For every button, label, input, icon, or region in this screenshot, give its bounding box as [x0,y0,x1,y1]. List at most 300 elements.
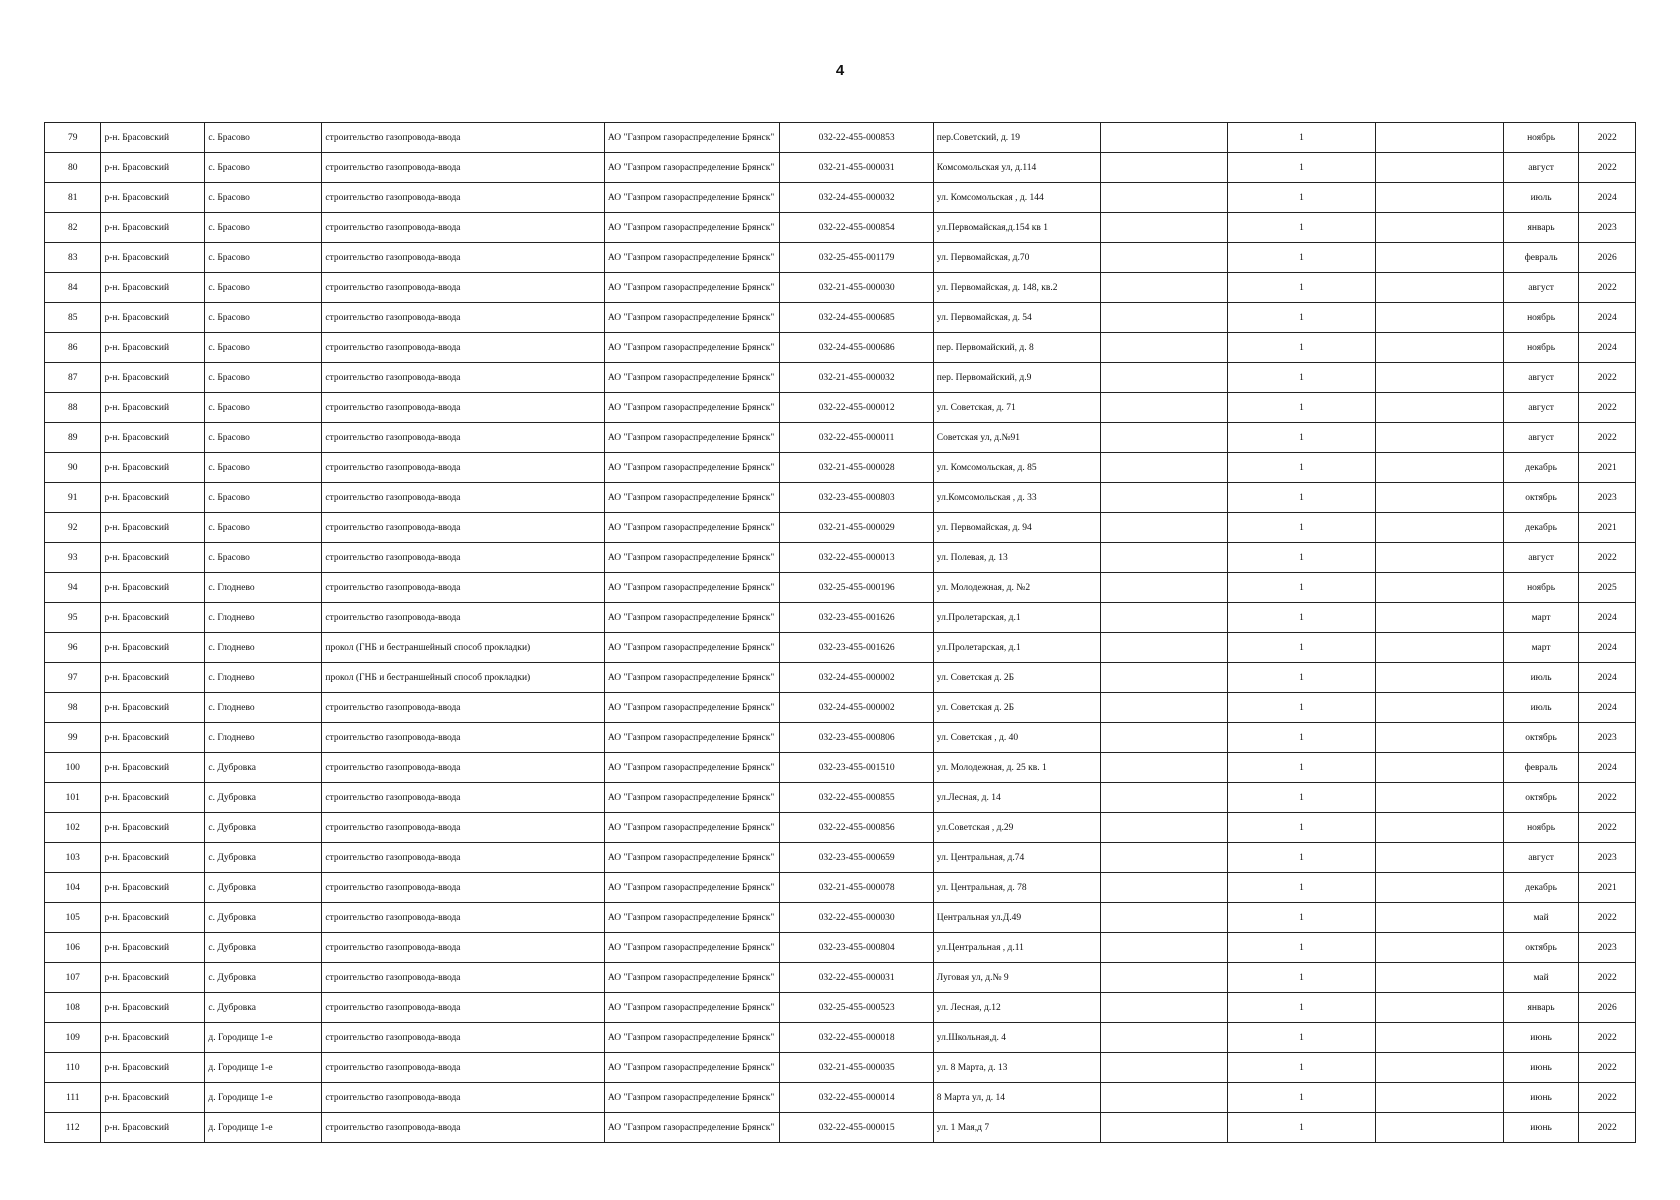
blank-cell [1375,933,1503,963]
quantity-cell: 1 [1228,483,1375,513]
quantity-cell: 1 [1228,693,1375,723]
object-code-cell: 032-22-455-000854 [780,213,933,243]
row-number-cell: 109 [45,1023,101,1053]
quantity-cell: 1 [1228,333,1375,363]
address-cell: ул. Советская, д. 71 [933,393,1100,423]
blank-cell [1375,1023,1503,1053]
table-row [45,243,1636,273]
organization-cell: АО "Газпром газораспределение Брянск" [604,183,780,213]
object-code-cell: 032-21-455-000035 [780,1053,933,1083]
organization-cell: АО "Газпром газораспределение Брянск" [604,1113,780,1143]
year-cell: 2022 [1579,1113,1636,1143]
year-cell: 2024 [1579,753,1636,783]
quantity-cell: 1 [1228,813,1375,843]
work-type-cell: строительство газопровода-ввода [322,1053,604,1083]
year-cell: 2022 [1579,813,1636,843]
quantity-cell: 1 [1228,843,1375,873]
settlement-cell: с. Брасово [205,303,322,333]
work-type-cell: строительство газопровода-ввода [322,783,604,813]
district-cell: р-н. Брасовский [101,723,205,753]
work-type-cell: строительство газопровода-ввода [322,993,604,1023]
table-row [45,1053,1636,1083]
blank-cell [1101,123,1228,153]
object-code-cell: 032-24-455-000032 [780,183,933,213]
work-type-cell: строительство газопровода-ввода [322,1083,604,1113]
district-cell: р-н. Брасовский [101,993,205,1023]
table-row [45,1083,1636,1113]
address-cell: ул.Центральная , д.11 [933,933,1100,963]
row-number-cell: 82 [45,213,101,243]
organization-cell: АО "Газпром газораспределение Брянск" [604,903,780,933]
address-cell: ул.Первомайская,д.154 кв 1 [933,213,1100,243]
settlement-cell: д. Городище 1-е [205,1113,322,1143]
settlement-cell: с. Дубровка [205,993,322,1023]
row-number-cell: 83 [45,243,101,273]
district-cell: р-н. Брасовский [101,543,205,573]
row-number-cell: 108 [45,993,101,1023]
quantity-cell: 1 [1228,573,1375,603]
blank-cell [1101,513,1228,543]
month-cell: август [1503,393,1579,423]
organization-cell: АО "Газпром газораспределение Брянск" [604,423,780,453]
blank-cell [1375,363,1503,393]
object-code-cell: 032-23-455-000803 [780,483,933,513]
work-type-cell: строительство газопровода-ввода [322,363,604,393]
row-number-cell: 96 [45,633,101,663]
district-cell: р-н. Брасовский [101,333,205,363]
object-code-cell: 032-22-455-000856 [780,813,933,843]
work-type-cell: строительство газопровода-ввода [322,693,604,723]
table-row [45,513,1636,543]
month-cell: январь [1503,213,1579,243]
month-cell: март [1503,633,1579,663]
quantity-cell: 1 [1228,543,1375,573]
year-cell: 2022 [1579,543,1636,573]
quantity-cell: 1 [1228,363,1375,393]
year-cell: 2021 [1579,873,1636,903]
blank-cell [1375,543,1503,573]
work-type-cell: строительство газопровода-ввода [322,963,604,993]
table-row [45,933,1636,963]
table-row [45,873,1636,903]
address-cell: ул. Комсомольская, д. 85 [933,453,1100,483]
district-cell: р-н. Брасовский [101,453,205,483]
page-number: 4 [835,62,845,79]
organization-cell: АО "Газпром газораспределение Брянск" [604,303,780,333]
settlement-cell: с. Дубровка [205,753,322,783]
organization-cell: АО "Газпром газораспределение Брянск" [604,1023,780,1053]
blank-cell [1101,363,1228,393]
address-cell: ул. Первомайская, д. 148, кв.2 [933,273,1100,303]
month-cell: август [1503,543,1579,573]
month-cell: ноябрь [1503,813,1579,843]
quantity-cell: 1 [1228,273,1375,303]
work-type-cell: прокол (ГНБ и бестраншейный способ прокладки) [322,633,604,663]
object-code-cell: 032-21-455-000028 [780,453,933,483]
settlement-cell: с. Брасово [205,513,322,543]
address-cell: ул. 1 Мая,д 7 [933,1113,1100,1143]
address-cell: ул. Молодежная, д. №2 [933,573,1100,603]
row-number-cell: 85 [45,303,101,333]
work-type-cell: строительство газопровода-ввода [322,123,604,153]
table-row [45,753,1636,783]
blank-cell [1101,483,1228,513]
address-cell: ул.Пролетарская, д.1 [933,603,1100,633]
object-code-cell: 032-22-455-000855 [780,783,933,813]
organization-cell: АО "Газпром газораспределение Брянск" [604,543,780,573]
table-row [45,843,1636,873]
quantity-cell: 1 [1228,753,1375,783]
settlement-cell: с. Брасово [205,453,322,483]
quantity-cell: 1 [1228,1053,1375,1083]
object-code-cell: 032-22-455-000018 [780,1023,933,1053]
quantity-cell: 1 [1228,1083,1375,1113]
month-cell: август [1503,363,1579,393]
address-cell: ул. Центральная, д. 78 [933,873,1100,903]
settlement-cell: с. Брасово [205,183,322,213]
district-cell: р-н. Брасовский [101,483,205,513]
year-cell: 2022 [1579,1053,1636,1083]
row-number-cell: 99 [45,723,101,753]
month-cell: август [1503,273,1579,303]
district-cell: р-н. Брасовский [101,663,205,693]
row-number-cell: 93 [45,543,101,573]
month-cell: октябрь [1503,483,1579,513]
blank-cell [1101,423,1228,453]
organization-cell: АО "Газпром газораспределение Брянск" [604,1053,780,1083]
address-cell: Советская ул, д.№91 [933,423,1100,453]
organization-cell: АО "Газпром газораспределение Брянск" [604,573,780,603]
district-cell: р-н. Брасовский [101,183,205,213]
month-cell: июль [1503,183,1579,213]
blank-cell [1375,153,1503,183]
address-cell: ул. 8 Марта, д. 13 [933,1053,1100,1083]
blank-cell [1375,963,1503,993]
work-type-cell: строительство газопровода-ввода [322,573,604,603]
work-type-cell: строительство газопровода-ввода [322,153,604,183]
quantity-cell: 1 [1228,213,1375,243]
organization-cell: АО "Газпром газораспределение Брянск" [604,243,780,273]
settlement-cell: с. Дубровка [205,843,322,873]
month-cell: июль [1503,663,1579,693]
blank-cell [1101,153,1228,183]
quantity-cell: 1 [1228,183,1375,213]
organization-cell: АО "Газпром газораспределение Брянск" [604,213,780,243]
blank-cell [1375,393,1503,423]
settlement-cell: с. Брасово [205,393,322,423]
address-cell: Комсомольская ул, д.114 [933,153,1100,183]
blank-cell [1101,993,1228,1023]
row-number-cell: 100 [45,753,101,783]
object-code-cell: 032-21-455-000029 [780,513,933,543]
organization-cell: АО "Газпром газораспределение Брянск" [604,813,780,843]
organization-cell: АО "Газпром газораспределение Брянск" [604,843,780,873]
address-cell: ул. Первомайская, д. 54 [933,303,1100,333]
year-cell: 2022 [1579,423,1636,453]
district-cell: р-н. Брасовский [101,753,205,783]
work-type-cell: строительство газопровода-ввода [322,813,604,843]
work-type-cell: строительство газопровода-ввода [322,393,604,423]
organization-cell: АО "Газпром газораспределение Брянск" [604,633,780,663]
blank-cell [1375,663,1503,693]
blank-cell [1375,783,1503,813]
row-number-cell: 87 [45,363,101,393]
object-code-cell: 032-21-455-000031 [780,153,933,183]
object-code-cell: 032-22-455-000013 [780,543,933,573]
settlement-cell: д. Городище 1-е [205,1053,322,1083]
object-code-cell: 032-22-455-000030 [780,903,933,933]
blank-cell [1101,1053,1228,1083]
table-row [45,213,1636,243]
object-code-cell: 032-22-455-000011 [780,423,933,453]
address-cell: ул. Советская д. 2Б [933,663,1100,693]
year-cell: 2026 [1579,243,1636,273]
table-row [45,363,1636,393]
settlement-cell: с. Глоднево [205,723,322,753]
table-row [45,483,1636,513]
organization-cell: АО "Газпром газораспределение Брянск" [604,603,780,633]
settlement-cell: с. Глоднево [205,573,322,603]
row-number-cell: 112 [45,1113,101,1143]
year-cell: 2024 [1579,633,1636,663]
blank-cell [1101,933,1228,963]
address-cell: 8 Марта ул, д. 14 [933,1083,1100,1113]
month-cell: октябрь [1503,933,1579,963]
row-number-cell: 81 [45,183,101,213]
table-row [45,423,1636,453]
month-cell: август [1503,153,1579,183]
blank-cell [1101,1023,1228,1053]
row-number-cell: 104 [45,873,101,903]
work-type-cell: строительство газопровода-ввода [322,423,604,453]
object-code-cell: 032-22-455-000031 [780,963,933,993]
organization-cell: АО "Газпром газораспределение Брянск" [604,513,780,543]
settlement-cell: с. Брасово [205,123,322,153]
table-row [45,783,1636,813]
object-code-cell: 032-25-455-001179 [780,243,933,273]
month-cell: ноябрь [1503,123,1579,153]
blank-cell [1375,273,1503,303]
blank-cell [1101,333,1228,363]
work-type-cell: строительство газопровода-ввода [322,243,604,273]
blank-cell [1101,963,1228,993]
organization-cell: АО "Газпром газораспределение Брянск" [604,873,780,903]
blank-cell [1375,603,1503,633]
blank-cell [1101,1083,1228,1113]
district-cell: р-н. Брасовский [101,153,205,183]
blank-cell [1101,303,1228,333]
address-cell: Центральная ул.Д.49 [933,903,1100,933]
address-cell: ул. Советская , д. 40 [933,723,1100,753]
district-cell: р-н. Брасовский [101,1083,205,1113]
settlement-cell: с. Брасово [205,543,322,573]
address-cell: пер. Первомайский, д.9 [933,363,1100,393]
blank-cell [1375,453,1503,483]
row-number-cell: 98 [45,693,101,723]
blank-cell [1375,903,1503,933]
object-code-cell: 032-22-455-000012 [780,393,933,423]
month-cell: ноябрь [1503,333,1579,363]
blank-cell [1375,303,1503,333]
year-cell: 2022 [1579,123,1636,153]
table-row [45,723,1636,753]
address-cell: ул.Школьная,д. 4 [933,1023,1100,1053]
settlement-cell: с. Брасово [205,213,322,243]
organization-cell: АО "Газпром газораспределение Брянск" [604,1083,780,1113]
address-cell: ул.Комсомольская , д. 33 [933,483,1100,513]
blank-cell [1101,243,1228,273]
year-cell: 2022 [1579,903,1636,933]
table-row [45,543,1636,573]
district-cell: р-н. Брасовский [101,963,205,993]
row-number-cell: 101 [45,783,101,813]
month-cell: октябрь [1503,783,1579,813]
blank-cell [1375,423,1503,453]
settlement-cell: д. Городище 1-е [205,1023,322,1053]
row-number-cell: 80 [45,153,101,183]
work-type-cell: строительство газопровода-ввода [322,513,604,543]
district-cell: р-н. Брасовский [101,213,205,243]
address-cell: Луговая ул, д.№ 9 [933,963,1100,993]
table-row [45,303,1636,333]
year-cell: 2024 [1579,303,1636,333]
object-code-cell: 032-21-455-000078 [780,873,933,903]
work-type-cell: строительство газопровода-ввода [322,183,604,213]
table-row [45,333,1636,363]
year-cell: 2022 [1579,783,1636,813]
blank-cell [1375,843,1503,873]
month-cell: май [1503,903,1579,933]
address-cell: пер.Советский, д. 19 [933,123,1100,153]
object-code-cell: 032-24-455-000002 [780,693,933,723]
table-row [45,813,1636,843]
quantity-cell: 1 [1228,663,1375,693]
address-cell: ул. Комсомольская , д. 144 [933,183,1100,213]
table-row [45,273,1636,303]
work-type-cell: строительство газопровода-ввода [322,603,604,633]
year-cell: 2024 [1579,693,1636,723]
settlement-cell: с. Брасово [205,273,322,303]
table-row [45,603,1636,633]
object-code-cell: 032-23-455-001626 [780,633,933,663]
blank-cell [1101,213,1228,243]
object-code-cell: 032-23-455-000804 [780,933,933,963]
quantity-cell: 1 [1228,153,1375,183]
settlement-cell: д. Городище 1-е [205,1083,322,1113]
table-row [45,633,1636,663]
blank-cell [1101,273,1228,303]
year-cell: 2024 [1579,183,1636,213]
blank-cell [1375,873,1503,903]
blank-cell [1101,843,1228,873]
month-cell: декабрь [1503,513,1579,543]
object-code-cell: 032-22-455-000014 [780,1083,933,1113]
blank-cell [1101,783,1228,813]
blank-cell [1375,813,1503,843]
blank-cell [1101,723,1228,753]
blank-cell [1375,573,1503,603]
blank-cell [1101,663,1228,693]
table-row [45,663,1636,693]
work-type-cell: прокол (ГНБ и бестраншейный способ прокладки) [322,663,604,693]
district-cell: р-н. Брасовский [101,243,205,273]
organization-cell: АО "Газпром газораспределение Брянск" [604,153,780,183]
year-cell: 2022 [1579,1023,1636,1053]
year-cell: 2022 [1579,1083,1636,1113]
district-cell: р-н. Брасовский [101,783,205,813]
object-code-cell: 032-21-455-000032 [780,363,933,393]
row-number-cell: 92 [45,513,101,543]
quantity-cell: 1 [1228,453,1375,483]
row-number-cell: 84 [45,273,101,303]
month-cell: август [1503,423,1579,453]
year-cell: 2023 [1579,933,1636,963]
table-row [45,1023,1636,1053]
district-cell: р-н. Брасовский [101,1053,205,1083]
work-type-cell: строительство газопровода-ввода [322,1023,604,1053]
organization-cell: АО "Газпром газораспределение Брянск" [604,963,780,993]
district-cell: р-н. Брасовский [101,903,205,933]
month-cell: июнь [1503,1023,1579,1053]
organization-cell: АО "Газпром газораспределение Брянск" [604,723,780,753]
district-cell: р-н. Брасовский [101,363,205,393]
month-cell: ноябрь [1503,573,1579,603]
row-number-cell: 86 [45,333,101,363]
row-number-cell: 110 [45,1053,101,1083]
quantity-cell: 1 [1228,873,1375,903]
district-cell: р-н. Брасовский [101,1113,205,1143]
settlement-cell: с. Брасово [205,333,322,363]
object-code-cell: 032-22-455-000853 [780,123,933,153]
blank-cell [1101,693,1228,723]
settlement-cell: с. Дубровка [205,783,322,813]
month-cell: декабрь [1503,873,1579,903]
work-type-cell: строительство газопровода-ввода [322,543,604,573]
row-number-cell: 111 [45,1083,101,1113]
blank-cell [1375,333,1503,363]
address-cell: ул. Полевая, д. 13 [933,543,1100,573]
organization-cell: АО "Газпром газораспределение Брянск" [604,123,780,153]
district-cell: р-н. Брасовский [101,303,205,333]
district-cell: р-н. Брасовский [101,633,205,663]
month-cell: март [1503,603,1579,633]
row-number-cell: 97 [45,663,101,693]
work-type-cell: строительство газопровода-ввода [322,1113,604,1143]
object-code-cell: 032-24-455-000002 [780,663,933,693]
registry-table [44,122,1636,1143]
month-cell: февраль [1503,243,1579,273]
organization-cell: АО "Газпром газораспределение Брянск" [604,753,780,783]
organization-cell: АО "Газпром газораспределение Брянск" [604,363,780,393]
quantity-cell: 1 [1228,393,1375,423]
year-cell: 2023 [1579,843,1636,873]
row-number-cell: 89 [45,423,101,453]
district-cell: р-н. Брасовский [101,573,205,603]
year-cell: 2021 [1579,453,1636,483]
blank-cell [1101,183,1228,213]
quantity-cell: 1 [1228,603,1375,633]
month-cell: май [1503,963,1579,993]
month-cell: июнь [1503,1083,1579,1113]
object-code-cell: 032-23-455-001626 [780,603,933,633]
organization-cell: АО "Газпром газораспределение Брянск" [604,993,780,1023]
month-cell: июль [1503,693,1579,723]
quantity-cell: 1 [1228,783,1375,813]
row-number-cell: 88 [45,393,101,423]
blank-cell [1101,1113,1228,1143]
quantity-cell: 1 [1228,903,1375,933]
table-row [45,1113,1636,1143]
